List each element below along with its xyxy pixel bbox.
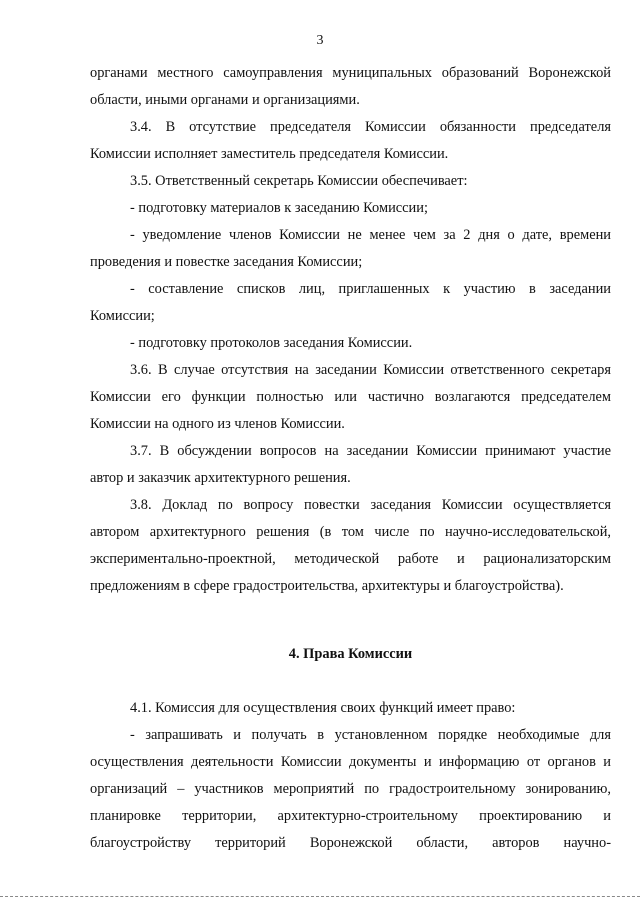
paragraph-line: планировке территории, архитектурно-строительному проектированию и xyxy=(90,808,611,824)
page-number: 3 xyxy=(316,33,324,48)
paragraph-line: 3.8. Доклад по вопросу повестки заседания Комиссии осуществляется xyxy=(130,497,611,513)
paragraph-line: проведения и повестке заседания Комиссии; xyxy=(90,254,363,270)
paragraph-line: осуществления деятельности Комиссии документы и информацию от органов и xyxy=(90,754,611,770)
paragraph-line: автором архитектурного решения (в том числе по научно-исследовательской, xyxy=(90,524,611,540)
document-body xyxy=(90,60,611,857)
section-spacer xyxy=(90,668,611,695)
paragraph-line: организаций – участников мероприятий по градостроительному зонированию, xyxy=(90,781,611,797)
paragraph-line: предложениям в сфере градостроительства, архитектуры и благоустройства). xyxy=(90,578,564,594)
list-item: - составление списков лиц, приглашенных к участию в заседании xyxy=(130,281,611,297)
page-bottom-border xyxy=(0,896,640,897)
paragraph-line: благоустройству территорий Воронежской области, авторов научно- xyxy=(90,835,611,851)
paragraph-line: автор и заказчик архитектурного решения. xyxy=(90,470,351,486)
list-item: - подготовку протоколов заседания Комиссии. xyxy=(130,335,413,351)
paragraph-line: Комиссии на одного из членов Комиссии. xyxy=(90,416,345,432)
paragraph-line: экспериментально-проектной, методической работе и рационализаторским xyxy=(90,551,611,567)
paragraph-line: органами местного самоуправления муниципальных образований Воронежской xyxy=(90,65,611,81)
paragraph-line: 3.7. В обсуждении вопросов на заседании Комиссии принимают участие xyxy=(130,443,611,459)
paragraph-line: Комиссии исполняет заместитель председателя Комиссии. xyxy=(90,146,449,162)
section-heading: 4. Права Комиссии xyxy=(288,646,413,662)
paragraph-line: Комиссии его функции полностью или частично возлагаются председателем xyxy=(90,389,611,405)
section-spacer xyxy=(90,600,611,641)
list-item: - уведомление членов Комиссии не менее чем за 2 дня о дате, времени xyxy=(130,227,611,243)
list-item: - подготовку материалов к заседанию Комиссии; xyxy=(130,200,428,216)
list-item: - запрашивать и получать в установленном порядке необходимые для xyxy=(130,727,611,743)
paragraph-line: 3.6. В случае отсутствия на заседании Комиссии ответственного секретаря xyxy=(130,362,611,378)
paragraph-line: 3.5. Ответственный секретарь Комиссии обеспечивает: xyxy=(130,173,468,189)
paragraph-line: 4.1. Комиссия для осуществления своих функций имеет право: xyxy=(130,700,516,716)
paragraph-line: области, иными органами и организациями. xyxy=(90,92,360,108)
paragraph-line: Комиссии; xyxy=(90,308,155,324)
paragraph-line: 3.4. В отсутствие председателя Комиссии обязанности председателя xyxy=(130,119,611,135)
